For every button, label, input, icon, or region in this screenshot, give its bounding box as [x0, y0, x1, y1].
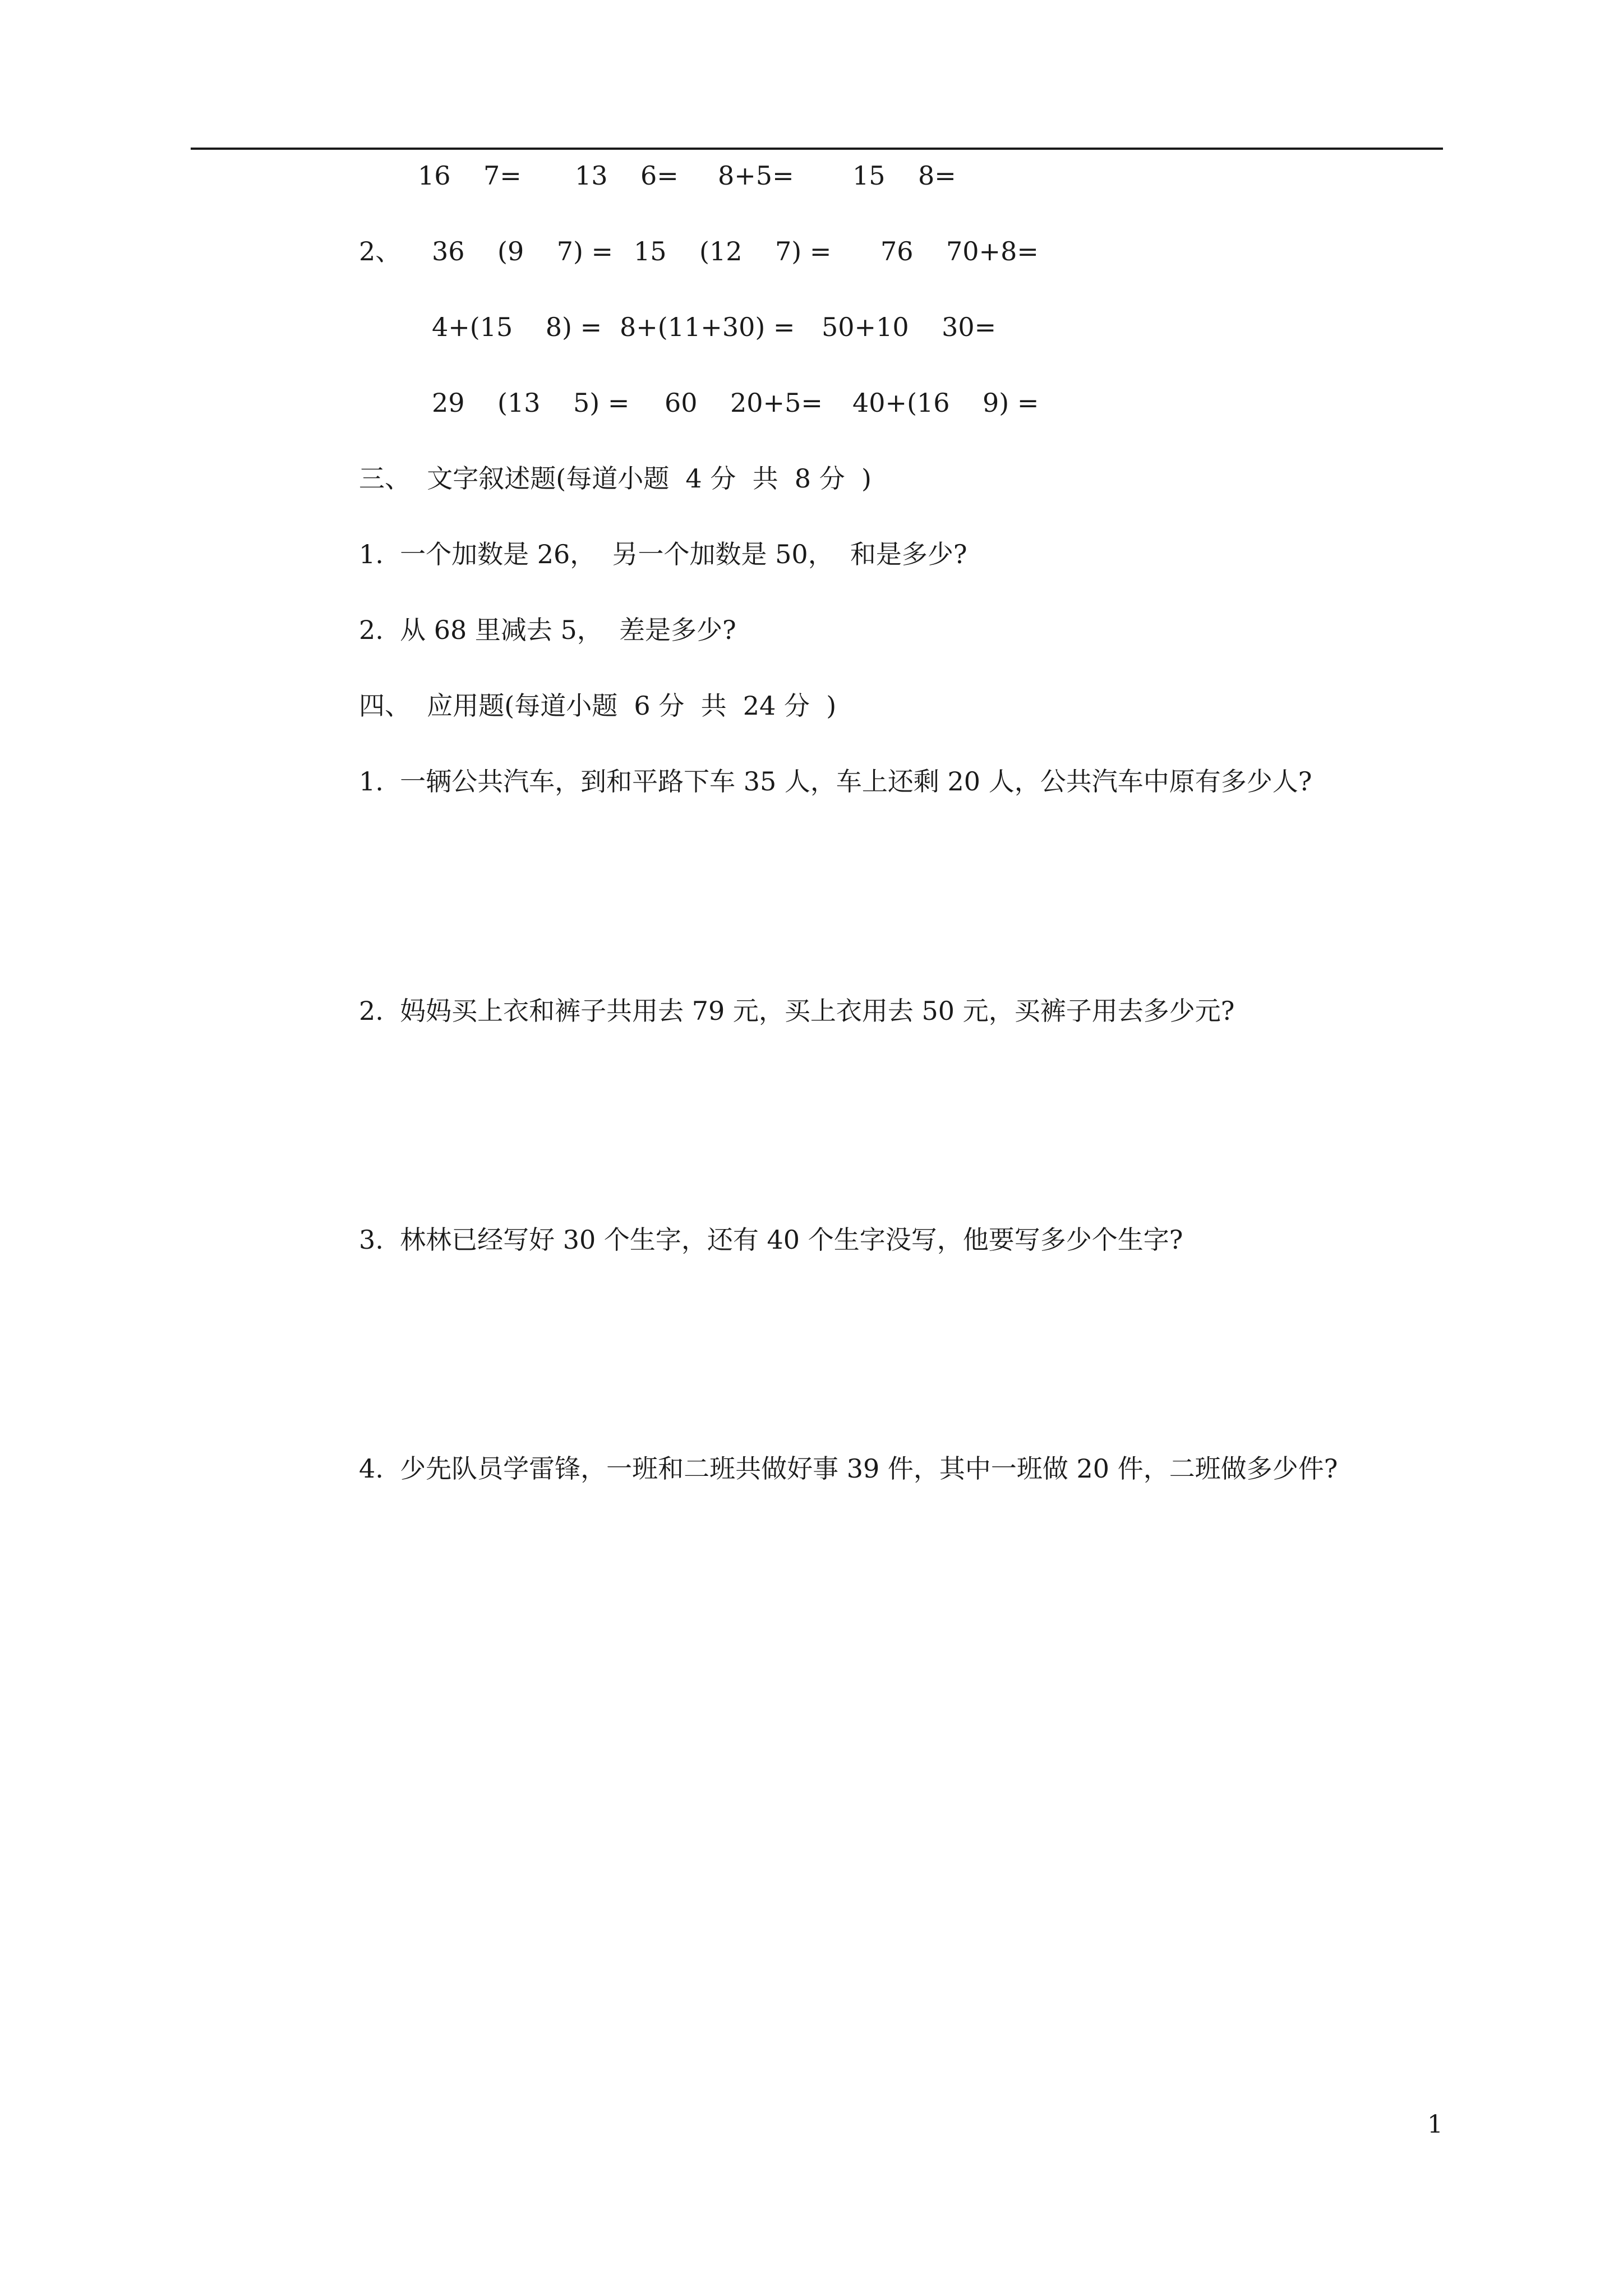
header-rule	[191, 148, 1443, 150]
section-3-question-2: 2. 从 68 里减去 5， 差是多少?	[359, 615, 736, 645]
oral-row-3-item-3: 50+10 30=	[822, 312, 997, 342]
oral-row-2-item-2: 15 (12 7) =	[634, 236, 832, 266]
section-3-heading: 三、 文字叙述题(每道小题 4 分 共 8 分 )	[359, 463, 872, 494]
section-4-heading: 四、 应用题(每道小题 6 分 共 24 分 )	[359, 691, 837, 721]
oral-row-4-item-3: 40+(16 9) =	[852, 388, 1039, 418]
oral-row-4-item-1: 29 (13 5) =	[432, 388, 630, 418]
oral-row-4-item-2: 60 20+5=	[665, 388, 823, 418]
oral-row-2-item-3: 76 70+8=	[880, 236, 1039, 266]
oral-row-1-item-3: 8+5=	[718, 160, 794, 191]
section-4-question-1: 1. 一辆公共汽车，到和平路下车 35 人，车上还剩 20 人，公共汽车中原有多少人?	[359, 766, 1312, 797]
oral-row-3-item-1: 4+(15 8) =	[432, 312, 602, 342]
oral-row-2-label: 2、	[359, 236, 402, 266]
section-4-question-3: 3. 林林已经写好 30 个生字，还有 40 个生字没写，他要写多少个生字?	[359, 1225, 1183, 1255]
oral-row-1-item-4: 15 8=	[852, 160, 956, 191]
section-4-question-2: 2. 妈妈买上衣和裤子共用去 79 元，买上衣用去 50 元，买裤子用去多少元?	[359, 996, 1235, 1026]
oral-row-1-item-2: 13 6=	[575, 160, 679, 191]
oral-row-1-item-1: 16 7=	[418, 160, 522, 191]
oral-row-2-item-1: 36 (9 7) =	[432, 236, 614, 266]
section-3-question-1: 1. 一个加数是 26， 另一个加数是 50， 和是多少?	[359, 539, 967, 569]
page-number: 1	[1427, 2110, 1443, 2139]
section-4-question-4: 4. 少先队员学雷锋，一班和二班共做好事 39 件，其中一班做 20 件，二班做多少件?	[359, 1453, 1338, 1484]
oral-row-3-item-2: 8+(11+30) =	[620, 312, 795, 342]
